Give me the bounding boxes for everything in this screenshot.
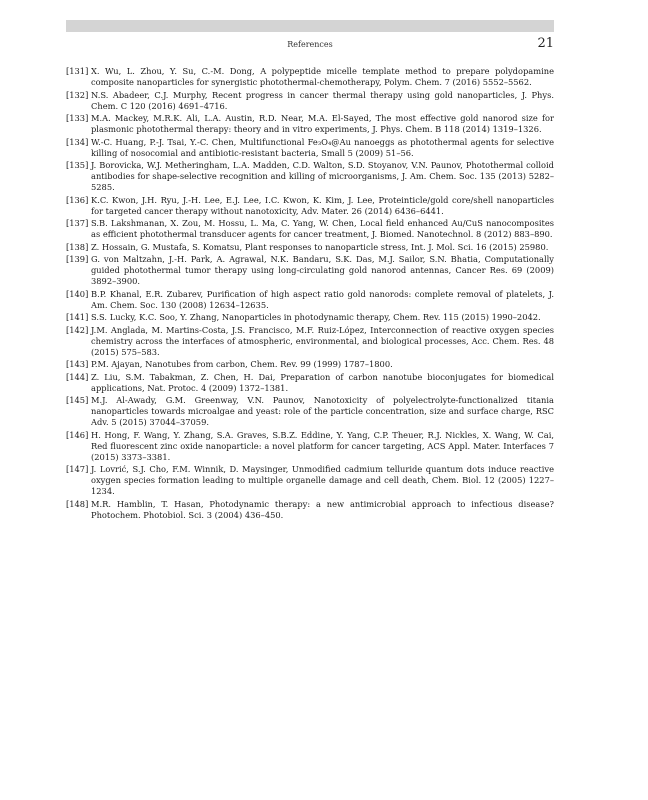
page-number: 21 xyxy=(537,36,554,51)
reference-text: G. von Maltzahn, J.-H. Park, A. Agrawal, N.K. Bandaru, S.K. Das, M.J. Sailor, S.N. Bhatia, Computationally guided photothermal tumor therapy using long-circulating gold nanorod antennas, Cancer Res. 69 (2009) 3892–3900. xyxy=(91,254,554,286)
reference-number: [141] xyxy=(66,312,89,322)
reference-number: [139] xyxy=(66,254,89,264)
reference-item xyxy=(66,464,554,497)
reference-number: [133] xyxy=(66,113,89,123)
reference-text: Z. Liu, S.M. Tabakman, Z. Chen, H. Dai, Preparation of carbon nanotube bioconjugates for biomedical applications, Nat. Protoc. 4 (2009) 1372–1381. xyxy=(91,371,554,393)
reference-text: M.A. Mackey, M.R.K. Ali, L.A. Austin, R.D. Near, M.A. El-Sayed, The most effective gold nanorod size for plasmonic photothermal therapy: theory and in vitro experiments, J. Phys. Chem. B 118 (2014) 1319–1326. xyxy=(91,113,554,134)
reference-number: [142] xyxy=(66,324,89,335)
reference-item xyxy=(66,195,554,217)
reference-number: [131] xyxy=(66,66,89,76)
reference-text: K.C. Kwon, J.H. Ryu, J.-H. Lee, E.J. Lee, I.C. Kwon, K. Kim, J. Lee, Proteinticle/gold core/shell nanoparticles for targeted cancer therapy without nanotoxicity, Adv. Mater. 26 (2014) 6436–6441. xyxy=(91,194,554,216)
reference-item xyxy=(66,242,554,253)
reference-item xyxy=(66,90,554,112)
reference-number: [136] xyxy=(66,194,89,205)
reference-item xyxy=(66,499,554,521)
reference-text: P.M. Ajayan, Nanotubes from carbon, Chem. Rev. 99 (1999) 1787–1800. xyxy=(91,359,393,369)
reference-item xyxy=(66,372,554,394)
reference-number: [146] xyxy=(66,429,89,440)
reference-number: [147] xyxy=(66,464,89,474)
reference-number: [135] xyxy=(66,160,89,170)
reference-text: X. Wu, L. Zhou, Y. Su, C.-M. Dong, A polypeptide micelle template method to prepare polydopamine composite nanoparticles for synergistic photothermal-chemotherapy, Polym. Chem. 7 (2016) 5552–5562. xyxy=(91,66,554,87)
reference-number: [134] xyxy=(66,136,89,147)
reference-item xyxy=(66,359,554,370)
reference-text: H. Hong, F. Wang, Y. Zhang, S.A. Graves, S.B.Z. Eddine, Y. Yang, C.P. Theuer, R.J. Nickles, X. Wang, W. Cai, Red fluorescent zinc oxide nanoparticle: a novel platform for cancer targeting, ACS Appl. Mater. Interfaces 7 (2015) 3373–3381. xyxy=(91,429,554,462)
reference-number: [132] xyxy=(66,89,89,100)
reference-number: [137] xyxy=(66,218,89,228)
reference-item xyxy=(66,137,554,159)
reference-text: S.B. Lakshmanan, X. Zou, M. Hossu, L. Ma, C. Yang, W. Chen, Local field enhanced Au/CuS nanocomposites as efficient photothermal transducer agents for cancer treatment, J. Biomed. Nanotechnol. 8 (2012) 883–890. xyxy=(91,218,554,239)
reference-number: [138] xyxy=(66,241,89,252)
reference-text: B.P. Khanal, E.R. Zubarev, Purification of high aspect ratio gold nanorods: complete removal of platelets, J. Am. Chem. Soc. 130 (2008) 12634–12635. xyxy=(91,288,554,310)
reference-item xyxy=(66,160,554,193)
reference-number: [143] xyxy=(66,359,89,369)
header-bar xyxy=(66,20,554,32)
page-header xyxy=(66,20,554,52)
reference-text: J. Borovicka, W.J. Metheringham, L.A. Madden, C.D. Walton, S.D. Stoyanov, V.N. Paunov, Photothermal colloid antibodies for shape-selective recognition and killing of microorganisms, J. Am. Chem. Soc. 135 (2013) 5282–5285. xyxy=(91,160,554,192)
reference-item xyxy=(66,66,554,88)
reference-item xyxy=(66,254,554,287)
reference-item xyxy=(66,289,554,311)
reference-number: [145] xyxy=(66,395,89,405)
reference-text: S.S. Lucky, K.C. Soo, Y. Zhang, Nanoparticles in photodynamic therapy, Chem. Rev. 115 (2015) 1990–2042. xyxy=(91,312,541,322)
reference-text: W.-C. Huang, P.-J. Tsai, Y.-C. Chen, Multifunctional Fe₃O₄@Au nanoeggs as photothermal agents for selective killing of nosocomial and antibiotic-resistant bacteria, Small 5 (2009) 51–56. xyxy=(91,136,554,158)
running-title: References xyxy=(287,40,333,49)
reference-item xyxy=(66,218,554,240)
reference-text: N.S. Abadeer, C.J. Murphy, Recent progress in cancer thermal therapy using gold nanoparticles, J. Phys. Chem. C 120 (2016) 4691–4716. xyxy=(91,89,554,111)
reference-number: [148] xyxy=(66,498,89,509)
reference-text: J.M. Anglada, M. Martins-Costa, J.S. Francisco, M.F. Ruiz-López, Interconnection of reactive oxygen species chemistry across the interfaces of atmospheric, environmental, and biological processes, Acc. Chem. Res. 48 (2015) 575–583. xyxy=(91,324,554,357)
reference-text: J. Lovrić, S.J. Cho, F.M. Winnik, D. Maysinger, Unmodified cadmium telluride quantum dots induce reactive oxygen species formation leading to multiple organelle damage and cell death, Chem. Biol. 12 (2005) 1227–1234. xyxy=(91,464,554,496)
reference-item xyxy=(66,113,554,135)
reference-item xyxy=(66,325,554,358)
reference-text: M.J. Al-Awady, G.M. Greenway, V.N. Paunov, Nanotoxicity of polyelectrolyte-functionalized titania nanoparticles towards microalgae and yeast: role of the particle concentration, size and surface charge, RSC Adv. 5 (2015) 37044–37059. xyxy=(91,395,554,427)
reference-text: M.R. Hamblin, T. Hasan, Photodynamic therapy: a new antimicrobial approach to infectious disease? Photochem. Photobiol. Sci. 3 (2004) 436–450. xyxy=(91,498,554,520)
reference-text: Z. Hossain, G. Mustafa, S. Komatsu, Plant responses to nanoparticle stress, Int. J. Mol. Sci. 16 (2015) 25980. xyxy=(91,241,549,252)
reference-item xyxy=(66,430,554,463)
reference-item xyxy=(66,312,554,323)
reference-number: [140] xyxy=(66,288,89,299)
reference-list xyxy=(66,66,554,522)
reference-item xyxy=(66,395,554,428)
reference-number: [144] xyxy=(66,371,89,382)
